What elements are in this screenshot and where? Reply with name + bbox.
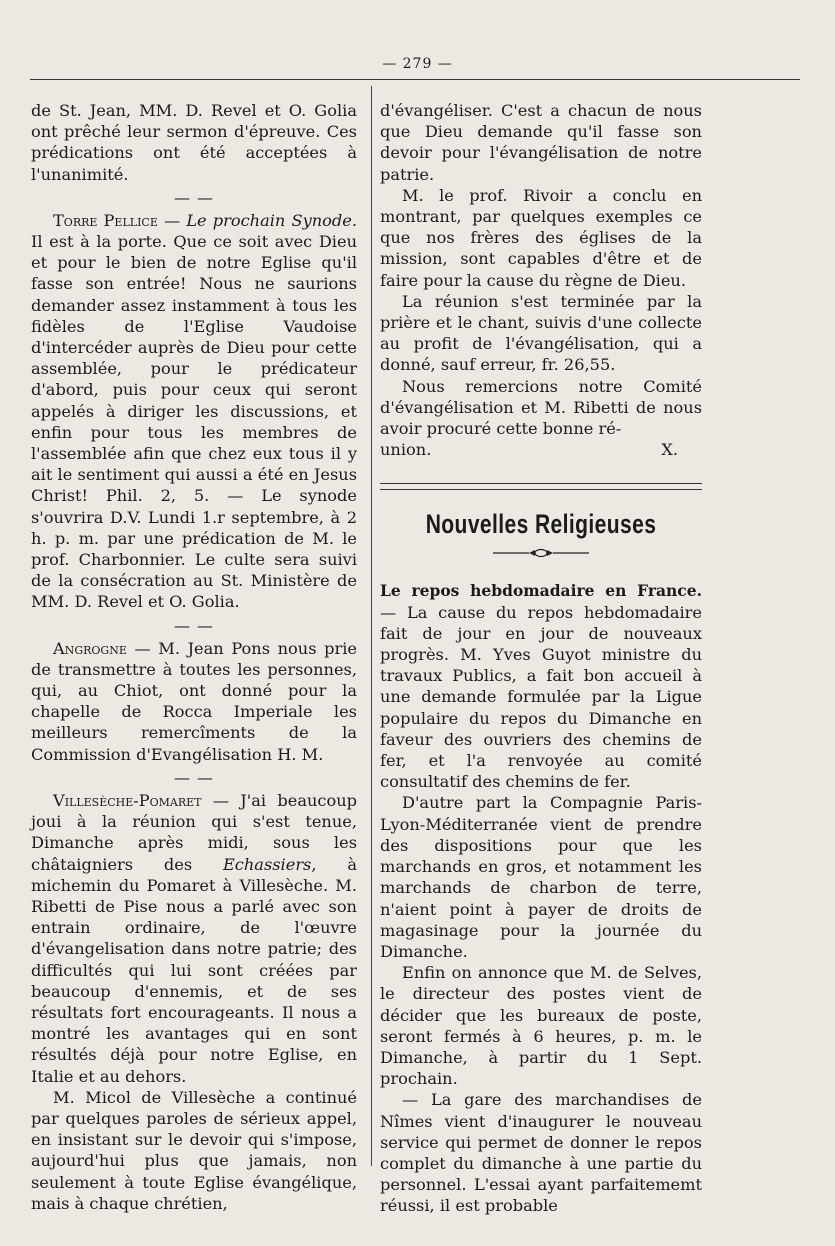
- paragraph: D'autre part la Compagnie Paris-Lyon-Méditerranée vient de prendre des dispositions pour que les marchands en gros, et notamment les marchands de charbon de terre, n'aient point à payer de droits de magasinage pour la journée du Dimanche.: [380, 793, 702, 961]
- paragraph: — La gare des marchandises de Nîmes vient d'inaugurer le nouveau service qui permet de donner le repos complet du dimanche à une partie du personnel. L'essai ayant parfaitememt réussi, il est probable: [380, 1090, 702, 1216]
- section-title: Nouvelles Religieuses: [425, 509, 657, 540]
- paragraph: Le repos hebdomadaire en France. — La cause du repos hebdomadaire fait de jour en jour de nouveaux progrès. M. Yves Guyot ministre du travaux Publics, a fait bon accueil à une demande formulée par la Ligue populaire du repos du Dimanche en faveur des ouvriers des chemins de fer, et l'a renvoyée au comité consultatif des chemins de fer.: [380, 581, 702, 792]
- signature-line: union. X.: [380, 440, 678, 460]
- place-name: Angrogne: [53, 638, 127, 658]
- paragraph: de St. Jean, MM. D. Revel et O. Golia ont prêché leur sermon d'épreuve. Ces prédications ont été acceptées à l'unanimité.: [31, 101, 357, 184]
- place-name: Villesèche-Pomaret: [53, 790, 202, 810]
- signature: X.: [661, 440, 678, 460]
- paragraph: M. Micol de Villesèche a continué par quelques paroles de sérieux appel, en insistant sur le devoir qui s'impose, aujourd'hui plus que jamais, non seulement à toute Eglise évangélique, mais à chaque chrétien,: [31, 1087, 357, 1213]
- article-heading: Le prochain Synode.: [186, 210, 357, 230]
- ornament-icon: [380, 544, 702, 564]
- header-rule: [30, 79, 800, 80]
- paragraph-torre-pellice: Torre Pellice — Le prochain Synode. Il est à la porte. Que ce soit avec Dieu et pour le bien de notre Eglise qu'il fasse son entrée! Nous ne saurions demander assez instamment à tous les fidèles de l'Eglise Vaudoise d'intercéder auprès de Dieu pour cette assemblée, pour le prédicateur d'abord, puis pour ceux qui seront appelés à diriger les discussions, et enfin pour tous les membres de l'assemblée afin que chez eux tous il y ait le sentiment qui aussi a été en Jesus Christ! Phil. 2, 5. — Le synode s'ouvrira D.V. Lundi 1.r septembre, à 2 h. p. m. par une prédication de M. le prof. Charbonnier. Le culte sera suivi de la consécration au St. Ministère de MM. D. Revel et O. Golia.: [31, 210, 357, 612]
- paragraph: d'évangéliser. C'est a chacun de nous que Dieu demande qu'il fasse son devoir pour l'évangélisation de notre patrie.: [380, 101, 702, 184]
- left-column: [31, 100, 357, 1214]
- article-heading: Le repos hebdomadaire en France.: [380, 581, 702, 601]
- separator: — —: [173, 767, 215, 787]
- paragraph: M. le prof. Rivoir a conclu en montrant, par quelques exemples ce que nos frères des églises de la mission, sont capables d'être et de faire pour la cause du règne de Dieu.: [380, 185, 702, 290]
- double-rule: [380, 483, 702, 490]
- separator: — —: [173, 615, 215, 635]
- column-divider: [371, 86, 372, 1166]
- paragraph: Nous remercions notre Comité d'évangélisation et M. Ribetti de nous avoir procuré cette bonne ré-: [380, 376, 702, 439]
- paragraph: Enfin on annonce que M. de Selves, le directeur des postes vient de décider que les bureaux de poste, seront fermés à 6 heures, p. m. le Dimanche, à partir du 1 Sept. prochain.: [380, 963, 702, 1089]
- place-name: Torre Pellice: [53, 210, 158, 230]
- page-number: — 279 —: [382, 56, 453, 72]
- right-column: [380, 100, 702, 1217]
- paragraph: La réunion s'est terminée par la prière et le chant, suivis d'une collecte au profit de l'évangélisation, qui a donné, sauf erreur, fr. 26,55.: [380, 291, 702, 375]
- paragraph-villeseche: Villesèche-Pomaret — J'ai beaucoup joui à la réunion qui s'est tenue, Dimanche après midi, sous les châtaigniers des Echassiers, à michemin du Pomaret à Villesèche. M. Ribetti de Pise nous a parlé avec son entrain ordinaire, de l'œuvre d'évangelisation dans notre patrie; des difficultés qui lui sont créées par beaucoup d'ennemis, et de ses résultats fort encourageants. Il nous a montré les avantages qui en sont résultés déjà pour notre Eglise, en Italie et au dehors.: [31, 790, 357, 1086]
- separator: — —: [173, 187, 215, 207]
- paragraph-angrogne: Angrogne — M. Jean Pons nous prie de transmettre à toutes les personnes, qui, au Chiot, ont donné pour la chapelle de Rocca Imperiale les meilleurs remercîments de la Commission d'Evangélisation H. M.: [31, 638, 357, 764]
